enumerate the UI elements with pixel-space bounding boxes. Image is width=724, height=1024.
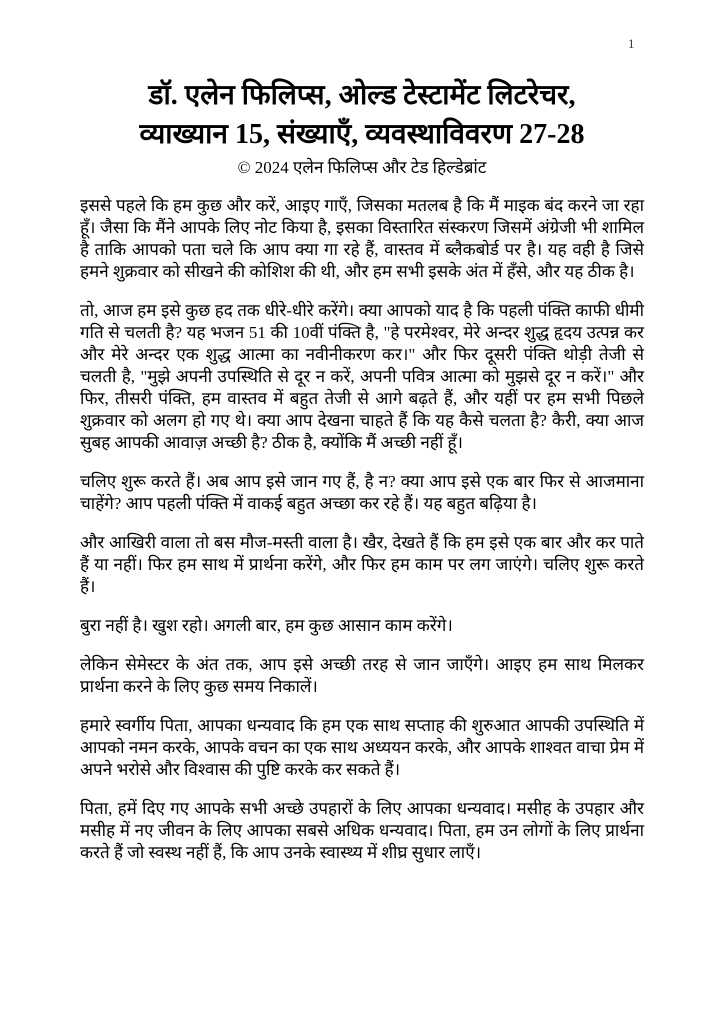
copyright-line: © 2024 एलेन फिलिप्स और टेड हिल्डेब्रांट xyxy=(237,158,487,177)
page-title xyxy=(0,76,724,154)
paragraph: तो, आज हम इसे कुछ हद तक धीरे-धीरे करेंगे। क्या आपको याद है कि पहली पंक्ति काफी धीमी गति से चलती है? यह भजन 51 की 10वीं पंक्ति है, "हे परमेश्वर, मेरे अन्दर शुद्ध हृदय उत्पन्न कर और मेरे अन्दर एक शुद्ध आत्मा का नवीनीकरण कर।" और फिर दूसरी पंक्ति थोड़ी तेजी से चलती है, "मुझे अपनी उपस्थिति से दूर न करें, अपनी पवित्र आत्मा को मुझसे दूर न करें।" और फिर, तीसरी पंक्ति, हम वास्तव में बहुत तेजी से आगे बढ़ते हैं, और यहीं पर हम सभी पिछले शुक्रवार को अलग हो गए थे। क्या आप देखना चाहते हैं कि यह कैसे चलता है? कैरी, क्या आज सुबह आपकी आवाज़ अच्छी है? ठीक है, क्योंकि मैं अच्छी नहीं हूँ। xyxy=(80,301,644,452)
document-header xyxy=(0,0,724,179)
title-line-1: डॉ. एलेन फिलिप्स, ओल्ड टेस्टामेंट लिटरेचर, xyxy=(148,80,576,111)
page-number: 1 xyxy=(628,36,635,51)
title-line-2: व्याख्यान 15, संख्याएँ, व्यवस्थाविवरण 27-28 xyxy=(139,119,585,150)
document-body xyxy=(80,195,644,864)
paragraph: चलिए शुरू करते हैं। अब आप इसे जान गए हैं, है न? क्या आप इसे एक बार फिर से आजमाना चाहेंगे? आप पहली पंक्ति में वाकई बहुत अच्छा कर रहे हैं। यह बहुत बढ़िया है। xyxy=(80,472,644,513)
paragraph: इससे पहले कि हम कुछ और करें, आइए गाएँ, जिसका मतलब है कि मैं माइक बंद करने जा रहा हूँ। जैसा कि मैंने आपके लिए नोट किया है, इसका विस्तारित संस्करण जिसमें अंग्रेजी भी शामिल है ताकि आपको पता चले कि आप क्या गा रहे हैं, वास्तव में ब्लैकबोर्ड पर है। यह वही है जिसे हमने शुक्रवार को सीखने की कोशिश की थी, और हम सभी इसके अंत में हँसे, और यह ठीक है। xyxy=(80,196,644,281)
paragraph: लेकिन सेमेस्टर के अंत तक, आप इसे अच्छी तरह से जान जाएँगे। आइए हम साथ मिलकर प्रार्थना करने के लिए कुछ समय निकालें। xyxy=(80,655,644,696)
paragraph: और आखिरी वाला तो बस मौज-मस्ती वाला है। खैर, देखते हैं कि हम इसे एक बार और कर पाते हैं या नहीं। फिर हम साथ में प्रार्थना करेंगे, और फिर हम काम पर लग जाएंगे। चलिए शुरू करते हैं। xyxy=(80,533,644,596)
paragraph: बुरा नहीं है। खुश रहो। अगली बार, हम कुछ आसान काम करेंगे। xyxy=(80,616,453,635)
paragraph: पिता, हमें दिए गए आपके सभी अच्छे उपहारों के लिए आपका धन्यवाद। मसीह के उपहार और मसीह में नए जीवन के लिए आपका सबसे अधिक धन्यवाद। पिता, हम उन लोगों के लिए प्रार्थना करते हैं जो स्वस्थ नहीं हैं, कि आप उनके स्वास्थ्य में शीघ्र सुधार लाएँ। xyxy=(80,799,644,862)
paragraph: हमारे स्वर्गीय पिता, आपका धन्यवाद कि हम एक साथ सप्ताह की शुरुआत आपकी उपस्थिति में आपको नमन करके, आपके वचन का एक साथ अध्ययन करके, और आपके शाश्वत वाचा प्रेम में अपने भरोसे और विश्वास की पुष्टि करके कर सकते हैं। xyxy=(80,716,644,779)
